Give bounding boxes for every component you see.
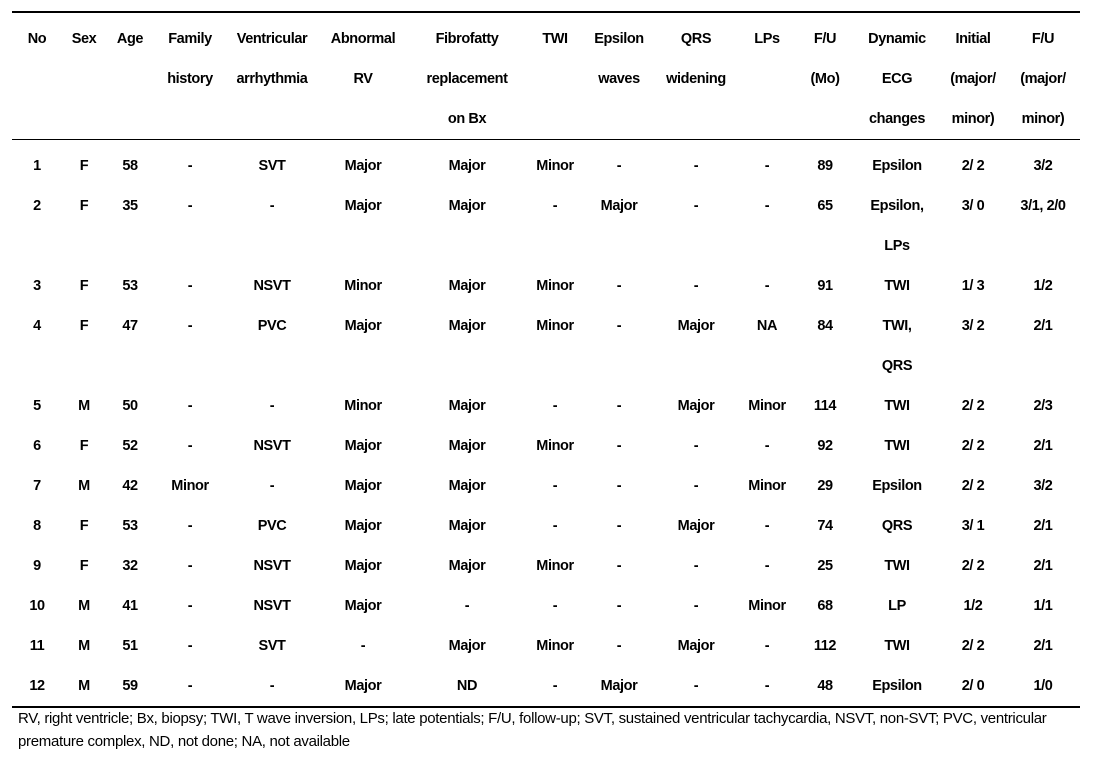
table-cell-twi: - — [526, 666, 584, 707]
column-header-line: Sex — [71, 31, 97, 47]
table-cell-ventricular: PVC — [257, 318, 287, 334]
table-cell-fibrofatty: - — [464, 598, 470, 614]
table-cell-family: - — [187, 638, 193, 654]
table-cell-no: 3 — [33, 278, 41, 294]
table-row — [12, 666, 1080, 707]
column-header-no — [12, 12, 62, 140]
table-cell-lps: - — [764, 198, 770, 214]
column-header-line: F/U — [813, 31, 837, 47]
table-cell-twi: - — [552, 198, 558, 214]
table-cell-sex: F — [79, 318, 89, 334]
column-header-line: Family — [168, 31, 212, 47]
table-cell-dynamic: TWI — [884, 558, 910, 574]
table-cell-sex: F — [79, 438, 89, 454]
table-row — [12, 426, 1080, 466]
table-row — [12, 546, 1080, 586]
table-row — [12, 626, 1080, 666]
column-header-line: No — [27, 31, 47, 47]
table-cell-qrs: - — [654, 666, 738, 707]
table-cell-age: 50 — [122, 398, 138, 414]
table-cell-epsilon: Major — [600, 198, 638, 214]
table-cell-family: - — [187, 598, 193, 614]
table-cell-epsilon: - — [616, 438, 622, 454]
table-cell-initial: 1/2 — [963, 598, 983, 614]
table-cell-no: 8 — [33, 518, 41, 534]
table-cell-age: 59 — [106, 666, 154, 707]
table-cell-fibrofatty: Major — [448, 558, 486, 574]
table-cell-fibrofatty: Major — [448, 398, 486, 414]
table-cell-ventricular: PVC — [257, 518, 287, 534]
table-cell-lps: Minor — [748, 398, 786, 414]
table-cell-no: 5 — [33, 398, 41, 414]
column-header-fibrofatty — [408, 12, 526, 140]
table-cell-abnormal_rv: Major — [344, 158, 382, 174]
table-cell-sex: M — [78, 398, 90, 414]
table-cell-fu_mm: 3/1, 2/0 — [1020, 198, 1066, 214]
column-header-line: (major/ — [950, 71, 996, 87]
table-cell-fibrofatty: Major — [448, 278, 486, 294]
table-cell-dynamic: Epsilon — [872, 478, 922, 494]
table-cell-age: 42 — [122, 478, 138, 494]
table-cell-fu_mo: 91 — [817, 278, 833, 294]
table-cell-ventricular: - — [269, 198, 275, 214]
table-body — [12, 140, 1080, 708]
table-cell-dynamic: TWI — [884, 278, 910, 294]
column-header-line: TWI — [542, 31, 568, 47]
table-cell-abnormal_rv: Major — [344, 478, 382, 494]
table-cell-epsilon: - — [616, 638, 622, 654]
table-cell-fu_mo: 68 — [817, 598, 833, 614]
table-cell-lps: - — [764, 518, 770, 534]
table-cell-ventricular: - — [269, 398, 275, 414]
table-cell-family: - — [187, 318, 193, 334]
table-cell-qrs: - — [693, 478, 699, 494]
table-cell-twi: Minor — [536, 638, 574, 654]
column-header-lps — [738, 12, 796, 140]
table-row — [12, 466, 1080, 506]
table-cell-twi: Minor — [536, 438, 574, 454]
column-header-age — [106, 12, 154, 140]
table-row — [12, 186, 1080, 266]
table-cell-ventricular: SVT — [258, 158, 286, 174]
table-cell-family: - — [187, 278, 193, 294]
column-header-line: replacement — [426, 71, 508, 87]
table-cell-fu_mm: 3/2 — [1033, 158, 1053, 174]
table-cell-abnormal_rv: Major — [344, 518, 382, 534]
table-row — [12, 306, 1080, 386]
table-cell-fu_mo: 92 — [817, 438, 833, 454]
column-header-qrs — [654, 12, 738, 140]
table-cell-abnormal_rv: Major — [344, 318, 382, 334]
table-cell-fu_mm: 2/3 — [1033, 398, 1053, 414]
column-header-line: Ventricular — [236, 31, 308, 47]
table-cell-sex: F — [79, 278, 89, 294]
table-cell-fu_mo: 114 — [813, 398, 837, 414]
table-cell-dynamic: TWI — [884, 398, 910, 414]
table-cell-dynamic: LP — [888, 598, 906, 614]
table-cell-qrs: - — [693, 438, 699, 454]
column-header-line: RV — [353, 71, 373, 87]
table-cell-dynamic: TWI, QRS — [881, 318, 913, 374]
table-cell-age: 58 — [122, 158, 138, 174]
column-header-line: (Mo) — [810, 71, 840, 87]
table-cell-ventricular: SVT — [258, 638, 286, 654]
table-cell-family: - — [187, 558, 193, 574]
table-cell-initial: 3/ 1 — [961, 518, 985, 534]
column-header-fu_mo — [796, 12, 854, 140]
column-header-sex — [62, 12, 106, 140]
table-cell-no: 4 — [33, 318, 41, 334]
column-header-line: LPs — [754, 31, 780, 47]
column-header-line: F/U — [1031, 31, 1055, 47]
table-cell-twi: Minor — [536, 278, 574, 294]
table-cell-ventricular: NSVT — [253, 598, 291, 614]
table-cell-initial: 2/ 2 — [961, 478, 985, 494]
table-cell-initial: 2/ 2 — [961, 158, 985, 174]
table-row — [12, 386, 1080, 426]
table-cell-fibrofatty: ND — [408, 666, 526, 707]
table-cell-lps: NA — [756, 318, 778, 334]
column-header-line: on Bx — [447, 111, 487, 127]
table-cell-twi: Minor — [536, 158, 574, 174]
table-cell-age: 35 — [122, 198, 138, 214]
table-cell-age: 52 — [122, 438, 138, 454]
table-cell-sex: F — [79, 518, 89, 534]
table-cell-fu_mo: 65 — [817, 198, 833, 214]
column-header-line: Initial — [955, 31, 991, 47]
table-cell-dynamic: TWI — [884, 438, 910, 454]
table-cell-age: 32 — [122, 558, 138, 574]
patient-table-container — [12, 11, 1080, 708]
table-cell-abnormal_rv: Major — [344, 198, 382, 214]
table-cell-ventricular: - — [226, 666, 318, 707]
table-cell-fu_mo: 48 — [796, 666, 854, 707]
table-cell-twi: - — [552, 478, 558, 494]
table-cell-lps: - — [764, 558, 770, 574]
table-cell-fu_mo: 84 — [817, 318, 833, 334]
column-header-fu_mm — [1006, 12, 1080, 140]
table-cell-family: - — [187, 158, 193, 174]
column-header-family — [154, 12, 226, 140]
table-cell-twi: - — [552, 598, 558, 614]
table-cell-twi: - — [552, 518, 558, 534]
table-cell-age: 47 — [122, 318, 138, 334]
table-cell-lps: - — [764, 438, 770, 454]
table-cell-dynamic: QRS — [881, 518, 913, 534]
table-footnote: RV, right ventricle; Bx, biopsy; TWI, T wave inversion, LPs; late potentials; F/U, follow-up; SVT, sustained ventricular tachycardia, NSVT, non-SVT; PVC, ventricular premature complex, ND, not done; NA, not available — [18, 710, 1047, 750]
column-header-line: widening — [666, 71, 726, 87]
table-cell-epsilon: - — [616, 158, 622, 174]
table-cell-lps: Minor — [748, 478, 786, 494]
table-cell-no: 2 — [33, 198, 41, 214]
table-cell-fu_mo: 89 — [817, 158, 833, 174]
table-cell-dynamic: TWI — [884, 638, 910, 654]
table-cell-fu_mo: 74 — [817, 518, 833, 534]
table-cell-epsilon: Major — [584, 666, 654, 707]
table-cell-epsilon: - — [616, 278, 622, 294]
table-cell-sex: F — [79, 558, 89, 574]
table-cell-sex: F — [79, 158, 89, 174]
table-cell-family: Minor — [171, 478, 209, 494]
column-header-line: Abnormal — [330, 31, 396, 47]
table-cell-fibrofatty: Major — [448, 638, 486, 654]
table-cell-age: 53 — [122, 518, 138, 534]
table-cell-initial: 3/ 0 — [961, 198, 985, 214]
table-cell-no: 7 — [33, 478, 41, 494]
table-cell-abnormal_rv: - — [360, 638, 366, 654]
table-cell-family: - — [187, 198, 193, 214]
table-cell-fu_mm: 2/1 — [1033, 318, 1053, 334]
table-cell-age: 51 — [122, 638, 138, 654]
table-cell-initial: 3/ 2 — [961, 318, 985, 334]
table-cell-epsilon: - — [616, 398, 622, 414]
column-header-initial — [940, 12, 1006, 140]
table-cell-qrs: - — [693, 598, 699, 614]
table-cell-abnormal_rv: Minor — [344, 278, 382, 294]
patient-table — [12, 11, 1080, 708]
table-cell-initial: 2/ 2 — [961, 398, 985, 414]
table-row — [12, 140, 1080, 187]
table-cell-no: 9 — [33, 558, 41, 574]
column-header-line: ECG — [881, 71, 913, 87]
table-cell-dynamic: Epsilon, LPs — [870, 198, 924, 254]
table-cell-ventricular: NSVT — [253, 438, 291, 454]
table-cell-sex: M — [78, 598, 90, 614]
table-cell-no: 6 — [33, 438, 41, 454]
column-header-line: Dynamic — [868, 31, 926, 47]
column-header-line: (major/ — [1020, 71, 1066, 87]
table-cell-qrs: - — [693, 278, 699, 294]
table-cell-fu_mm: 1/1 — [1033, 598, 1053, 614]
table-cell-abnormal_rv: Major — [344, 438, 382, 454]
column-header-epsilon — [584, 12, 654, 140]
column-header-abnormal_rv — [318, 12, 408, 140]
header-row — [12, 12, 1080, 140]
table-cell-twi: Minor — [536, 558, 574, 574]
column-header-line: history — [167, 71, 213, 87]
table-cell-epsilon: - — [616, 598, 622, 614]
table-cell-sex: F — [79, 198, 89, 214]
table-cell-fu_mm: 3/2 — [1033, 478, 1053, 494]
column-header-line: minor) — [1021, 111, 1065, 127]
table-cell-fu_mm: 2/1 — [1033, 638, 1053, 654]
table-row — [12, 266, 1080, 306]
table-cell-ventricular: - — [269, 478, 275, 494]
table-cell-qrs: - — [693, 558, 699, 574]
table-cell-family: - — [187, 518, 193, 534]
column-header-line: Fibrofatty — [435, 31, 499, 47]
table-cell-epsilon: - — [616, 558, 622, 574]
table-cell-epsilon: - — [616, 518, 622, 534]
table-cell-ventricular: NSVT — [253, 558, 291, 574]
table-row — [12, 506, 1080, 546]
table-cell-lps: - — [764, 158, 770, 174]
table-cell-fu_mm: 2/1 — [1033, 518, 1053, 534]
table-cell-qrs: - — [693, 158, 699, 174]
table-cell-fu_mm: 2/1 — [1033, 438, 1053, 454]
column-header-line: arrhythmia — [236, 71, 308, 87]
column-header-line: Age — [116, 31, 144, 47]
table-cell-twi: Minor — [536, 318, 574, 334]
table-cell-dynamic: Epsilon — [872, 158, 922, 174]
table-cell-lps: - — [764, 278, 770, 294]
table-cell-qrs: Major — [677, 638, 715, 654]
table-cell-fibrofatty: Major — [448, 518, 486, 534]
table-header — [12, 12, 1080, 140]
table-cell-no: 10 — [29, 598, 45, 614]
column-header-line: QRS — [680, 31, 712, 47]
table-cell-fibrofatty: Major — [448, 198, 486, 214]
table-cell-fibrofatty: Major — [448, 478, 486, 494]
table-cell-abnormal_rv: Major — [344, 598, 382, 614]
table-cell-twi: - — [552, 398, 558, 414]
table-cell-initial: 2/ 0 — [940, 666, 1006, 707]
table-cell-lps: - — [764, 638, 770, 654]
table-row — [12, 586, 1080, 626]
table-cell-ventricular: NSVT — [253, 278, 291, 294]
table-cell-fu_mo: 25 — [817, 558, 833, 574]
table-cell-sex: M — [78, 638, 90, 654]
table-cell-epsilon: - — [616, 318, 622, 334]
table-cell-fu_mo: 29 — [817, 478, 833, 494]
table-cell-fu_mo: 112 — [813, 638, 837, 654]
table-cell-lps: - — [738, 666, 796, 707]
column-header-line: minor) — [951, 111, 995, 127]
table-cell-initial: 2/ 2 — [961, 638, 985, 654]
table-cell-abnormal_rv: Major — [318, 666, 408, 707]
table-cell-epsilon: - — [616, 478, 622, 494]
table-cell-qrs: Major — [677, 518, 715, 534]
table-cell-qrs: - — [693, 198, 699, 214]
table-cell-no: 1 — [33, 158, 41, 174]
table-cell-fibrofatty: Major — [448, 158, 486, 174]
table-cell-qrs: Major — [677, 318, 715, 334]
table-cell-family: - — [187, 438, 193, 454]
column-header-twi — [526, 12, 584, 140]
table-cell-sex: M — [78, 478, 90, 494]
column-header-line: Epsilon — [594, 31, 644, 47]
table-cell-fu_mm: 2/1 — [1033, 558, 1053, 574]
table-cell-fu_mm: 1/2 — [1033, 278, 1053, 294]
table-cell-initial: 1/ 3 — [961, 278, 985, 294]
table-cell-fu_mm: 1/0 — [1006, 666, 1080, 707]
table-cell-qrs: Major — [677, 398, 715, 414]
table-cell-dynamic: Epsilon — [854, 666, 940, 707]
column-header-dynamic — [854, 12, 940, 140]
table-cell-abnormal_rv: Major — [344, 558, 382, 574]
table-cell-no: 11 — [29, 638, 45, 654]
column-header-ventricular — [226, 12, 318, 140]
table-cell-fibrofatty: Major — [448, 318, 486, 334]
table-cell-no: 12 — [12, 666, 62, 707]
table-cell-abnormal_rv: Minor — [344, 398, 382, 414]
table-cell-initial: 2/ 2 — [961, 438, 985, 454]
table-cell-sex: M — [62, 666, 106, 707]
table-cell-age: 53 — [122, 278, 138, 294]
table-cell-initial: 2/ 2 — [961, 558, 985, 574]
column-header-line: waves — [598, 71, 640, 87]
table-cell-lps: Minor — [748, 598, 786, 614]
table-cell-family: - — [187, 398, 193, 414]
table-cell-family: - — [154, 666, 226, 707]
column-header-line: changes — [868, 111, 926, 127]
table-cell-fibrofatty: Major — [448, 438, 486, 454]
table-cell-age: 41 — [122, 598, 138, 614]
